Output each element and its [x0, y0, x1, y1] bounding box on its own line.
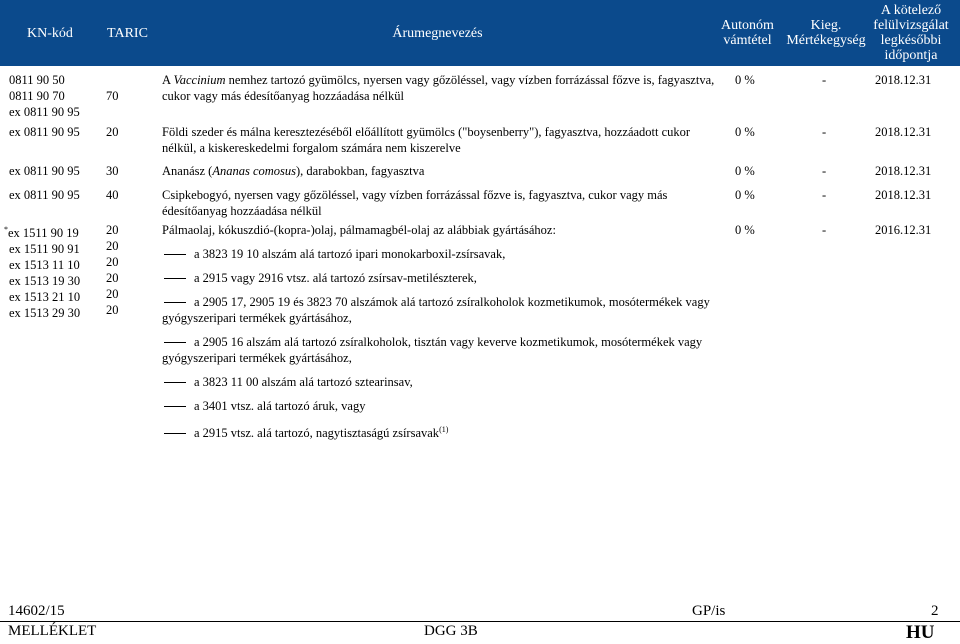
list-item: a 2905 16 alszám alá tartozó zsíralkoholok, tisztán vagy keverve kozmetikumok, mosótermékek vagy gyógyszeripari termékek gyártásához,: [162, 335, 703, 365]
table-header: [0, 0, 960, 66]
kn-codes: *ex 1511 90 19 ex 1511 90 91 ex 1513 11 10 ex 1513 19 30 ex 1513 21 10 ex 1513 29 30: [4, 225, 81, 321]
header-taric: TARIC: [107, 25, 148, 41]
list-item: a 3823 11 00 alszám alá tartozó sztearinsav,: [162, 374, 717, 390]
review-date: 2018.12.31: [875, 125, 932, 139]
list-item: a 3823 19 10 alszám alá tartozó ipari monokarboxil-zsírsavak,: [162, 246, 717, 262]
header-review-date: A kötelező felülvizsgálat legkésőbbi időpontja: [873, 3, 949, 63]
taric-code: 40: [106, 188, 119, 202]
taric-code: 30: [106, 164, 119, 178]
list-item: a 3401 vtsz. alá tartozó áruk, vagy: [162, 398, 717, 414]
gp-initials: GP/is: [692, 603, 726, 619]
taric-code: 70: [106, 89, 119, 103]
supplementary-unit: -: [822, 73, 827, 87]
goods-description: Pálmaolaj, kókuszdió-(kopra-)olaj, pálmamagbél-olaj az alábbiak gyártásához: a 3823 19 10 alszám alá tartozó ipari monokarboxil-zsírsavak, a 2915 vagy 2916 vtsz. alá tartozó zsírsav-metilészterek, a 2905 17, 2905 19 és 3823 70 alszámok alá tartozó zsíralkoholok kozmetikumok, mosótermékek vagy gyógyszeripari termékek gyártásához, a 2905 16 alszám alá tartozó zsíralkoholok, tisztán vagy keverve kozmetikumok, mosótermékek vagy gyógyszeripari termékek gyártásához, a 3823 11 00 alszám alá tartozó sztearinsav, a 3401 vtsz. alá tartozó áruk, vagy a 2915 vtsz. alá tartozó, nagytisztaságú zsírsavak$^{(1)}$: [162, 222, 717, 441]
language-code: HU: [906, 622, 935, 643]
autonomous-rate: 0 %: [735, 73, 755, 87]
doc-number: 14602/15: [8, 603, 65, 619]
list-item: a 2915 vagy 2916 vtsz. alá tartozó zsírsav-metilészterek,: [162, 270, 717, 286]
goods-description: Földi szeder és málna keresztezéséből előállított gyümölcs ("boysenberry"), fagyasztva, hozzáadott cukor nélkül, a kiskereskedelmi forgalom számára nem kiszerelve: [162, 125, 691, 155]
supplementary-unit: -: [822, 164, 827, 178]
goods-description: A Vaccinium nemhez tartozó gyümölcs, nyersen vagy gőzöléssel, vagy vízben forrázással főzve is, fagyasztva, cukor vagy más édesítőanyag hozzáadása nélkül: [162, 73, 715, 103]
review-date: 2018.12.31: [875, 164, 932, 178]
review-date: 2018.12.31: [875, 73, 932, 87]
header-description: Árumegnevezés: [392, 25, 483, 41]
goods-description: Ananász (Ananas comosus), darabokban, fagyasztva: [162, 164, 425, 178]
supplementary-unit: -: [822, 223, 827, 237]
kn-codes: 0811 90 50 0811 90 70 ex 0811 90 95: [9, 73, 80, 119]
supplementary-unit: -: [822, 125, 827, 139]
kn-codes: ex 0811 90 95: [9, 188, 80, 202]
footnote-ref: (1): [439, 425, 449, 434]
footnote-star: *: [4, 225, 8, 234]
autonomous-rate: 0 %: [735, 223, 755, 237]
header-kn-code: KN-kód: [27, 25, 73, 41]
annex-label: MELLÉKLET: [8, 623, 97, 639]
review-date: 2018.12.31: [875, 188, 932, 202]
footer-divider: [0, 621, 960, 622]
goods-description: Csipkebogyó, nyersen vagy gőzöléssel, vagy vízben forrázással főzve is, fagyasztva, cukor vagy más édesítőanyag hozzáadása nélkül: [162, 188, 668, 218]
supplementary-unit: -: [822, 188, 827, 202]
taric-codes: 20 20 20 20 20 20: [106, 223, 119, 317]
page-number: 2: [931, 603, 939, 619]
review-date: 2016.12.31: [875, 223, 932, 237]
autonomous-rate: 0 %: [735, 164, 755, 178]
dgg-label: DGG 3B: [424, 623, 478, 639]
taric-code: 20: [106, 125, 119, 139]
kn-codes: ex 0811 90 95: [9, 125, 80, 139]
autonomous-rate: 0 %: [735, 188, 755, 202]
kn-codes: ex 0811 90 95: [9, 164, 80, 178]
header-supplementary-unit: Kieg. Mértékegység: [786, 18, 866, 48]
list-item: a 2905 17, 2905 19 és 3823 70 alszámok alá tartozó zsíralkoholok kozmetikumok, mosótermékek vagy gyógyszeripari termékek gyártásához,: [162, 295, 710, 325]
list-item: a 2915 vtsz. alá tartozó, nagytisztaságú zsírsavak$^{(1)}$: [162, 422, 717, 441]
autonomous-rate: 0 %: [735, 125, 755, 139]
header-autonomous-rate: Autonóm vámtétel: [721, 18, 774, 48]
